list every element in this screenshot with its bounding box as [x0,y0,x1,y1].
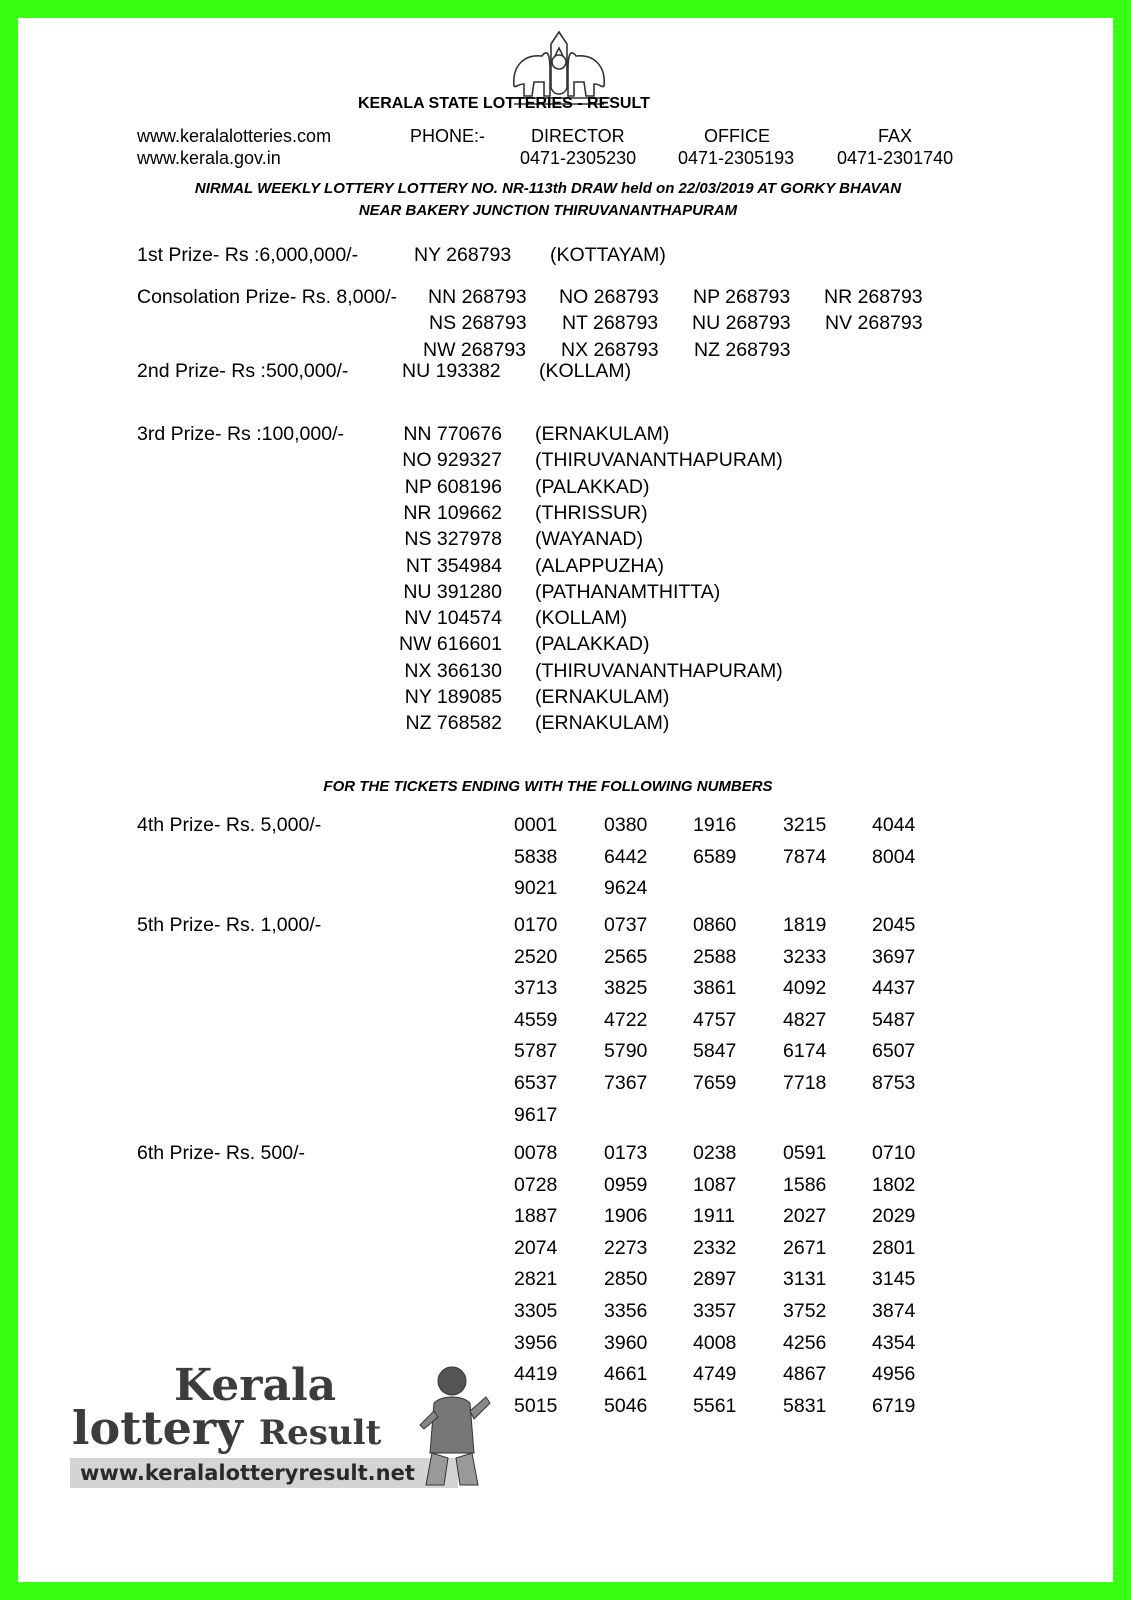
ending-number: 6174 [783,1040,827,1063]
ending-number: 2332 [693,1236,737,1259]
third-prize-place: (THRISSUR) [535,501,648,524]
ending-number: 3752 [783,1300,827,1322]
ending-number: 3697 [872,945,916,968]
ending-number: 4827 [783,1008,827,1031]
office-label: OFFICE [704,126,770,146]
third-prize-place: (KOLLAM) [535,607,628,630]
third-prize-ticket: NT 354984 [405,554,502,577]
ending-number: 2027 [783,1205,827,1228]
ending-number: 5787 [514,1040,558,1063]
ending-number: 3825 [604,977,648,1000]
ending-number: 2821 [514,1268,558,1291]
ending-number: 2045 [872,914,916,936]
ending-number: 5561 [693,1394,737,1417]
ending-number: 0860 [693,914,737,936]
third-prize-ticket: NV 104574 [404,607,502,630]
second-prize-place: (KOLLAM) [539,360,632,382]
ending-number: 7718 [783,1072,827,1094]
watermark-kerala: Kerala [174,1360,337,1411]
third-prize-place: (ERNAKULAM) [535,712,670,735]
watermark-lottery-result [72,1401,381,1455]
ending-number: 9021 [514,877,558,900]
ending-number: 4956 [872,1363,916,1386]
ending-number: 8004 [872,845,916,868]
ending-number: 3233 [783,945,827,968]
ending-number: 4437 [872,977,916,1000]
watermark-url[interactable]: www.keralalotteryresult.net [70,1458,458,1488]
third-prize-ticket: NZ 768582 [405,712,502,735]
third-prize-ticket: NR 109662 [403,501,502,524]
ending-number: 2520 [514,945,558,968]
consolation-ticket: NW 268793 [423,339,526,361]
ending-number: 0001 [514,814,558,836]
ending-number: 5046 [604,1394,648,1417]
ending-number: 4749 [693,1363,737,1386]
sixth-prize-label: 6th Prize- Rs. 500/- [137,1142,305,1164]
ending-number: 3145 [872,1268,916,1291]
ending-number: 4722 [604,1008,648,1031]
ending-number: 5487 [872,1008,916,1031]
ending-number: 7874 [783,845,827,868]
third-prize-label: 3rd Prize- Rs :100,000/- [137,423,345,445]
ending-number: 5790 [604,1040,648,1063]
result-sheet [18,18,1113,1582]
ending-number: 0728 [514,1173,558,1196]
ending-number: 7367 [604,1072,648,1094]
consolation-ticket: NO 268793 [559,286,659,308]
consolation-ticket: NV 268793 [825,312,923,334]
watermark-lottery: lottery [72,1401,243,1455]
ending-number: 6442 [604,845,648,868]
consolation-ticket: NR 268793 [824,286,923,308]
ending-number: 0710 [872,1142,916,1164]
website-link-1[interactable]: www.keralalotteries.com [137,126,332,146]
ending-number: 2273 [604,1236,648,1259]
consolation-ticket: NP 268793 [693,286,791,308]
ending-number: 1586 [783,1173,827,1196]
ending-number: 3956 [514,1331,558,1354]
consolation-ticket: NT 268793 [562,312,659,334]
third-prize-ticket: NS 327978 [404,528,502,551]
ending-number: 3713 [514,977,558,1000]
ending-number: 0380 [604,814,648,836]
ending-number: 0238 [693,1142,737,1164]
ending-number: 3960 [604,1331,648,1354]
ending-number: 1887 [514,1205,558,1228]
ending-number: 1802 [872,1173,916,1196]
third-prize-place: (WAYANAD) [535,528,643,551]
ending-number: 5838 [514,845,558,868]
ending-number: 5847 [693,1040,737,1063]
third-prize-place: (PATHANAMTHITTA) [535,580,721,603]
ending-number: 5831 [783,1394,827,1417]
third-prize-place: (THIRUVANANTHAPURAM) [535,449,783,472]
ending-number: 0170 [514,914,558,936]
draw-info-line-2: NEAR BAKERY JUNCTION THIRUVANANTHAPURAM [358,202,738,219]
office-number: 0471-2305193 [678,148,795,168]
first-prize-ticket: NY 268793 [414,244,512,266]
third-prize-ticket: NW 616601 [399,633,502,656]
ending-number: 3215 [783,814,827,836]
third-prize-place: (ERNAKULAM) [535,686,670,708]
ending-number: 2565 [604,945,648,968]
ending-number: 3874 [872,1300,916,1322]
first-prize-label: 1st Prize- Rs :6,000,000/- [137,244,359,266]
third-prize-ticket: NN 770676 [403,423,502,445]
website-link-2[interactable]: www.kerala.gov.in [137,148,281,168]
ending-number: 6507 [872,1040,916,1063]
ending-number: 4867 [783,1363,827,1386]
ending-number: 1087 [693,1173,737,1196]
ending-number: 1819 [783,914,827,936]
ending-number: 4092 [783,977,827,1000]
consolation-ticket: NS 268793 [429,312,527,334]
ending-number: 9617 [514,1103,558,1126]
fax-number: 0471-2301740 [837,148,954,168]
ending-number: 3305 [514,1300,558,1322]
ending-number: 3861 [693,977,737,1000]
ending-number: 0078 [514,1142,558,1164]
ending-number: 2801 [872,1236,916,1259]
ending-number: 2029 [872,1205,916,1228]
ending-number: 0737 [604,914,648,936]
third-prize-place: (PALAKKAD) [535,633,650,656]
ending-number: 2850 [604,1268,648,1291]
ending-number: 4008 [693,1331,737,1354]
third-prize-place: (PALAKKAD) [535,475,650,498]
ending-number: 2671 [783,1236,827,1259]
ending-number: 4419 [514,1363,558,1386]
watermark-result: Result [258,1413,382,1453]
third-prize-ticket: NO 929327 [402,449,502,472]
ending-number: 4354 [872,1331,916,1354]
ending-number: 5015 [514,1394,558,1417]
ending-number: 4559 [514,1008,558,1031]
ending-number: 1911 [693,1205,735,1228]
ending-number: 3356 [604,1300,648,1322]
ending-number: 3357 [693,1300,737,1322]
ending-numbers-heading: FOR THE TICKETS ENDING WITH THE FOLLOWING NUMBERS [323,778,773,795]
ending-number: 1906 [604,1205,648,1228]
consolation-ticket: NZ 268793 [694,339,791,361]
director-label: DIRECTOR [531,126,625,146]
ending-number: 2074 [514,1236,558,1259]
fourth-prize-label: 4th Prize- Rs. 5,000/- [137,814,322,836]
first-prize-place: (KOTTAYAM) [550,244,666,266]
fax-label: FAX [878,126,913,146]
third-prize-ticket: NP 608196 [404,475,502,498]
ending-number: 4044 [872,814,916,836]
ending-number: 1916 [693,814,737,836]
ending-number: 0591 [783,1142,827,1164]
consolation-ticket: NX 268793 [561,339,659,361]
ending-number: 2897 [693,1268,737,1291]
ending-number: 4256 [783,1331,827,1354]
page-title: KERALA STATE LOTTERIES - RESULT [358,95,650,112]
third-prize-ticket: NY 189085 [404,686,502,708]
third-prize-place: (THIRUVANANTHAPURAM) [535,659,783,682]
mascot-figure-icon [412,1363,492,1493]
second-prize-ticket: NU 193382 [402,360,501,382]
third-prize-ticket: NU 391280 [403,580,502,603]
consolation-label: Consolation Prize- Rs. 8,000/- [137,286,398,308]
ending-number: 6589 [693,845,737,868]
ending-number: 0173 [604,1142,648,1164]
ending-number: 0959 [604,1173,648,1196]
consolation-ticket: NN 268793 [428,286,527,308]
ending-number: 3131 [783,1268,827,1291]
ending-number: 6719 [872,1394,916,1417]
draw-info-line-1: NIRMAL WEEKLY LOTTERY LOTTERY NO. NR-113th DRAW held on 22/03/2019 AT GORKY BHAVAN [194,180,902,197]
third-prize-place: (ERNAKULAM) [535,423,670,445]
ending-number: 2588 [693,945,737,968]
ending-number: 8753 [872,1072,916,1094]
fifth-prize-label: 5th Prize- Rs. 1,000/- [137,914,322,936]
ending-number: 4661 [604,1363,648,1386]
second-prize-label: 2nd Prize- Rs :500,000/- [137,360,349,382]
consolation-ticket: NU 268793 [692,312,791,334]
third-prize-ticket: NX 366130 [404,659,502,682]
ending-number: 9624 [604,877,648,900]
ending-number: 4757 [693,1008,737,1031]
third-prize-place: (ALAPPUZHA) [535,554,664,577]
phone-label: PHONE:- [410,126,486,146]
director-number: 0471-2305230 [520,148,637,168]
ending-number: 7659 [693,1072,737,1094]
ending-number: 6537 [514,1072,558,1094]
